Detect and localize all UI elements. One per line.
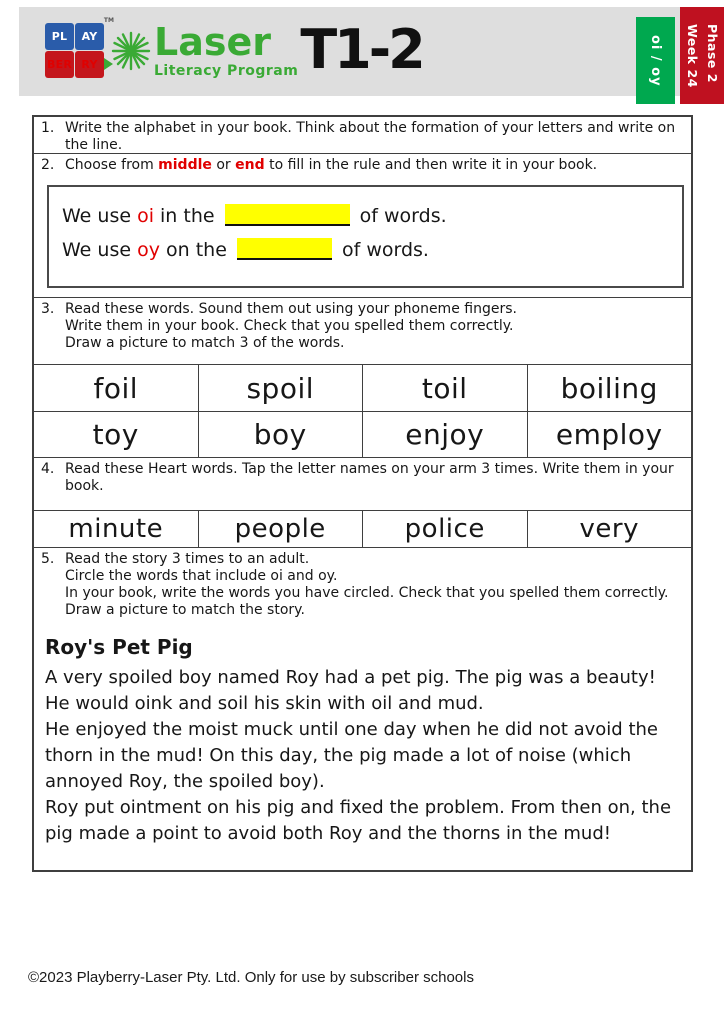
rule1-pre: We use bbox=[62, 205, 138, 227]
brand-name: Laser bbox=[154, 20, 271, 64]
word-cell: spoil bbox=[198, 365, 363, 411]
heart-word-cell: minute bbox=[68, 514, 164, 544]
word-cell: boiling bbox=[527, 365, 692, 411]
story-title: Roy's Pet Pig bbox=[45, 635, 193, 659]
word-cell: toil bbox=[362, 365, 527, 411]
rule-line-oy bbox=[62, 235, 682, 265]
puzzle-arrow-icon bbox=[104, 58, 113, 70]
task-1-number: 1. bbox=[41, 120, 55, 136]
week-line: Week 24 bbox=[685, 23, 700, 88]
task-3-line-1: Read these words. Sound them out using your phoneme fingers. bbox=[65, 301, 517, 317]
rule-box bbox=[47, 185, 684, 288]
story-paragraph-3: Roy put ointment on his pig and fixed the problem. From then on, the pig made a point to avoid both Roy and the thorns in the mud! bbox=[45, 797, 672, 844]
task-2-seg1: Choose from bbox=[65, 157, 159, 173]
task-5-line-4: Draw a picture to match the story. bbox=[65, 602, 305, 618]
story-paragraph-2: He enjoyed the moist muck until one day when he did not avoid the thorn in the mud! On this day, the pig made a lot of noise (which annoyed Roy, the spoiled boy). bbox=[45, 719, 658, 792]
phase-week-tab bbox=[680, 7, 724, 104]
task-3 bbox=[34, 298, 691, 352]
sound-tab-label: oi / oy bbox=[648, 34, 663, 87]
puzzle-piece-pl: PL bbox=[45, 23, 74, 50]
header-band bbox=[19, 7, 720, 96]
task-5-line-1: Read the story 3 times to an adult. bbox=[65, 551, 310, 567]
task-5-line-2: Circle the words that include oi and oy. bbox=[65, 568, 338, 584]
sound-tab bbox=[636, 17, 675, 104]
heart-words-row bbox=[34, 510, 691, 547]
task-3-line-3: Draw a picture to match 3 of the words. bbox=[65, 335, 345, 351]
rule2-post: of words. bbox=[335, 239, 429, 261]
brand-subtitle: Literacy Program bbox=[154, 63, 299, 79]
trademark-mark: TM bbox=[103, 17, 114, 24]
phase-week-label bbox=[682, 24, 722, 88]
worksheet-table bbox=[32, 115, 693, 872]
task-4 bbox=[34, 458, 691, 495]
rule1-answer-blank bbox=[225, 204, 350, 226]
word-cell: foil bbox=[93, 371, 139, 405]
task-5 bbox=[34, 548, 691, 619]
task-3-line-2: Write them in your book. Check that you spelled them correctly. bbox=[65, 318, 514, 334]
heart-word-cell: police bbox=[362, 511, 527, 547]
task-5-number: 5. bbox=[41, 551, 55, 567]
brand-text bbox=[154, 20, 299, 79]
task-2-option-middle: middle bbox=[158, 157, 212, 173]
task-2-row bbox=[34, 153, 691, 297]
word-cell: boy bbox=[198, 412, 363, 457]
task-4-text: Read these Heart words. Tap the letter names on your arm 3 times. Write them in your book. bbox=[65, 461, 674, 494]
rule2-key-oy: oy bbox=[137, 239, 160, 261]
puzzle-piece-ry: RY bbox=[75, 51, 104, 78]
task-2-text bbox=[65, 157, 683, 174]
task-1 bbox=[34, 117, 691, 153]
word-table-row-oy bbox=[34, 411, 691, 457]
rule1-mid: in the bbox=[153, 205, 221, 227]
playberry-laser-logo bbox=[45, 17, 423, 82]
task-1-text: Write the alphabet in your book. Think about the formation of your letters and write on the line. bbox=[65, 120, 676, 153]
copyright-footer: ©2023 Playberry-Laser Pty. Ltd. Only for use by subscriber schools bbox=[28, 969, 474, 986]
rule-line-oi bbox=[62, 201, 682, 231]
task-3-lines bbox=[65, 301, 683, 352]
word-cell: enjoy bbox=[362, 412, 527, 457]
task-2-seg5: to fill in the rule and then write it in your book. bbox=[264, 157, 598, 173]
rule1-key-oi: oi bbox=[137, 205, 154, 227]
task-5-row bbox=[34, 547, 691, 870]
puzzle-piece-ay: AY bbox=[75, 23, 104, 50]
laser-starburst-icon bbox=[110, 30, 152, 72]
rule2-answer-blank bbox=[237, 238, 332, 260]
rule1-post: of words. bbox=[353, 205, 447, 227]
rule2-pre: We use bbox=[62, 239, 138, 261]
heart-word-cell: very bbox=[527, 511, 692, 547]
task-5-lines bbox=[65, 551, 683, 619]
task-5-line-3: In your book, write the words you have circled. Check that you spelled them correctly. bbox=[65, 585, 669, 601]
word-cell: toy bbox=[92, 418, 139, 451]
task-2-option-end: end bbox=[235, 157, 265, 173]
task-2 bbox=[34, 154, 691, 174]
task-3-row bbox=[34, 297, 691, 364]
story-section bbox=[34, 619, 691, 847]
task-4-row bbox=[34, 457, 691, 510]
task-1-row bbox=[34, 117, 691, 153]
heart-word-cell: people bbox=[198, 511, 363, 547]
task-4-number: 4. bbox=[41, 461, 55, 477]
rule2-mid: on the bbox=[159, 239, 233, 261]
worksheet-code: T1-2 bbox=[300, 18, 423, 82]
story-paragraph-1: A very spoiled boy named Roy had a pet pig. The pig was a beauty! He would oink and soil his skin with oil and mud. bbox=[45, 667, 656, 714]
word-table-row-oi bbox=[34, 364, 691, 411]
puzzle-piece-ber: BER bbox=[45, 51, 74, 78]
task-2-number: 2. bbox=[41, 157, 55, 173]
playberry-puzzle-logo bbox=[45, 17, 114, 78]
phase-line: Phase 2 bbox=[705, 23, 720, 83]
task-2-seg3: or bbox=[211, 157, 236, 173]
task-3-number: 3. bbox=[41, 301, 55, 317]
word-cell: employ bbox=[527, 412, 692, 457]
